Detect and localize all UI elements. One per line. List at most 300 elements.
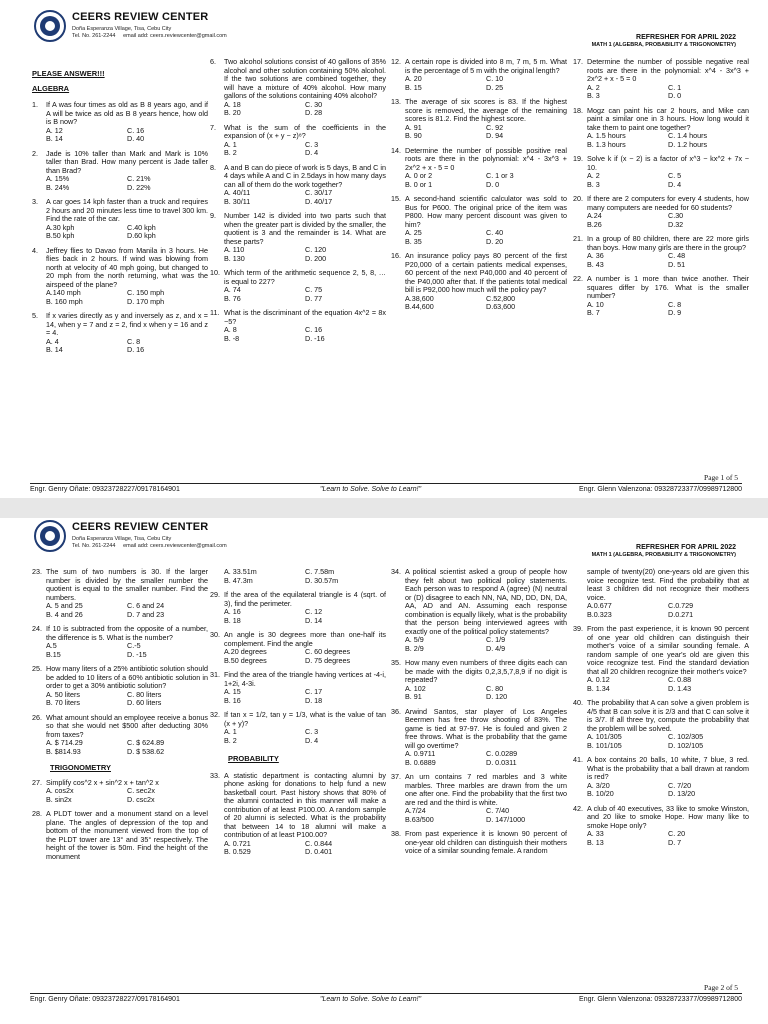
option: C.30 bbox=[668, 211, 684, 220]
answer-options bbox=[210, 326, 386, 343]
question-item bbox=[32, 779, 208, 805]
footer-left: Engr. Genry Oñate: 09323728227/09178164901 bbox=[30, 486, 180, 493]
option: A. 4 bbox=[46, 336, 59, 346]
option: A.30 kph bbox=[46, 222, 75, 232]
answer-options bbox=[210, 728, 386, 745]
footer-left: Engr. Genry Oñate: 09323728227/09178164901 bbox=[30, 996, 180, 1003]
option: C. 7/40 bbox=[486, 806, 510, 815]
question-text bbox=[391, 659, 567, 685]
column-4 bbox=[573, 58, 749, 324]
column-3 bbox=[391, 58, 567, 318]
question-text bbox=[32, 714, 208, 740]
option: C. 6 and 24 bbox=[127, 601, 165, 610]
option: B. -8 bbox=[224, 333, 240, 343]
question-item bbox=[32, 247, 208, 307]
question-text bbox=[210, 631, 386, 648]
question-number: 39. bbox=[573, 624, 583, 633]
org-address: Doña Esperanza Village, Tisa, Cebu City bbox=[72, 536, 172, 542]
answer-options bbox=[210, 688, 386, 705]
footer-rule bbox=[30, 483, 742, 484]
option: B. 2 bbox=[224, 148, 237, 157]
section-algebra: ALGEBRA bbox=[32, 83, 70, 93]
option: D. 22% bbox=[127, 182, 151, 192]
option: D. 7 and 23 bbox=[127, 609, 165, 619]
option: D. 4 bbox=[305, 148, 319, 157]
answer-options bbox=[391, 295, 567, 312]
option: C. 5 bbox=[668, 171, 682, 180]
option: A.7/24 bbox=[405, 806, 426, 815]
option: A.38,600 bbox=[405, 293, 434, 303]
org-tel: Tel. No. 261-2244 bbox=[72, 543, 116, 549]
footer-motto: "Learn to Solve. Solve to Learn!" bbox=[320, 996, 422, 1003]
answer-options bbox=[391, 636, 567, 653]
question-number: 37. bbox=[391, 772, 401, 781]
question-number: 9. bbox=[210, 211, 216, 220]
option: A. 2 bbox=[587, 171, 600, 180]
column-2 bbox=[210, 568, 386, 863]
option: B.15 bbox=[46, 649, 61, 659]
question-item bbox=[573, 58, 749, 101]
option: D. 1.43 bbox=[668, 683, 692, 693]
question-number: 16. bbox=[391, 251, 401, 260]
option: D. 60 liters bbox=[127, 698, 162, 707]
question-item bbox=[391, 773, 567, 824]
option: D. 170 mph bbox=[127, 296, 165, 306]
question-text bbox=[391, 568, 567, 636]
option: D.63,600 bbox=[486, 302, 516, 311]
question-number: 12. bbox=[391, 57, 401, 66]
option: B. 35 bbox=[405, 236, 422, 246]
option: A. 0.9711 bbox=[405, 749, 436, 758]
question-item bbox=[573, 699, 749, 750]
option: D. -16 bbox=[305, 333, 325, 343]
question-body: From the past experience, it is known 90 percent of one year old children can distinguish their mother's voice of a similar sounding female. A random sample of one year's old are given this voice recognize test. Find the standard deviation that all 20 children recognize their mother's voice? bbox=[587, 624, 749, 676]
option: C. $ 624.89 bbox=[127, 738, 165, 747]
question-body: What amount should an employee receive a bonus so that she would net $500 after deducting 30% from taxes? bbox=[46, 712, 208, 739]
option: B.0.323 bbox=[587, 609, 612, 619]
answer-options bbox=[210, 840, 386, 857]
option: A. 10 bbox=[587, 299, 604, 309]
option: C. 3 bbox=[305, 727, 319, 736]
question-item bbox=[210, 269, 386, 303]
option: C. 21% bbox=[127, 174, 151, 183]
option: B.63/500 bbox=[405, 814, 434, 824]
option: C. 30 bbox=[305, 99, 323, 109]
question-number: 33. bbox=[210, 770, 220, 780]
option: C. 1 or 3 bbox=[486, 171, 514, 180]
option: D. 40 bbox=[127, 134, 145, 143]
question-number: 29. bbox=[210, 590, 220, 599]
answer-options bbox=[573, 132, 749, 149]
option: B. 70 liters bbox=[46, 698, 80, 707]
option: D. 0.0311 bbox=[486, 757, 517, 767]
question-text bbox=[573, 58, 749, 84]
option: A.20 degrees bbox=[224, 647, 267, 656]
question-number: 42. bbox=[573, 803, 583, 813]
column-1 bbox=[32, 568, 208, 867]
question-number: 6. bbox=[210, 57, 216, 66]
answer-options bbox=[210, 608, 386, 625]
question-body: A box contains 20 balls, 10 white, 7 blue, 3 red. What is the probability that a ball drawn at random is red? bbox=[587, 755, 749, 781]
please-answer-heading: PLEASE ANSWER!!! bbox=[32, 69, 105, 78]
answer-options bbox=[32, 175, 208, 192]
question-text bbox=[32, 198, 208, 224]
question-item bbox=[391, 98, 567, 141]
option: C. 10 bbox=[486, 74, 504, 83]
option: D. 16 bbox=[127, 345, 145, 354]
question-number: 20. bbox=[573, 194, 583, 203]
question-text bbox=[573, 195, 749, 212]
question-item bbox=[32, 150, 208, 193]
question-body: Two alcohol solutions consist of 40 gallons of 35% alcohol and other solution containing 50% alcohol. If the two solutions are combined together, they will have a mixture of 40% alcohol. How many gallons of the solutions containing 40% alcohol? bbox=[224, 57, 386, 100]
question-item bbox=[391, 830, 567, 856]
option: C. 3 bbox=[305, 139, 319, 149]
option: D. 14 bbox=[305, 615, 323, 625]
section-probability: PROBABILITY bbox=[228, 754, 279, 763]
question-item bbox=[573, 625, 749, 693]
option: A. $ 714.29 bbox=[46, 738, 83, 747]
option: B. 3 bbox=[587, 179, 600, 189]
option: C. 16 bbox=[305, 325, 323, 334]
option: B. 47.3m bbox=[224, 575, 253, 585]
section-trigonometry: TRIGONOMETRY bbox=[50, 763, 111, 772]
option: A. 1.5 hours bbox=[587, 131, 626, 140]
page-header bbox=[30, 8, 742, 52]
question-item bbox=[573, 155, 749, 189]
option: B. 4 and 26 bbox=[46, 609, 83, 619]
option: D. 18 bbox=[305, 695, 323, 705]
option: B. 1.34 bbox=[587, 683, 610, 693]
question-text bbox=[210, 212, 386, 246]
option: D. 200 bbox=[305, 253, 327, 263]
org-name: CEERS REVIEW CENTER bbox=[72, 11, 209, 23]
question-body: Determine the number of possible positive real roots are there in the polynomial: x^4 - 3x^3 + 2x^2 + x - 5 = 0 bbox=[405, 145, 567, 172]
option: B. 130 bbox=[224, 253, 245, 263]
option: C. 30/17 bbox=[305, 188, 333, 197]
question-body: A certain rope is divided into 8 m, 7 m, 5 m. What is the percentage of 5 m with the original length? bbox=[405, 57, 567, 75]
option: B.50 degrees bbox=[224, 655, 267, 665]
answer-options bbox=[573, 782, 749, 799]
option: A. 20 bbox=[405, 74, 422, 83]
question-item bbox=[32, 665, 208, 708]
question-number: 26. bbox=[32, 712, 42, 722]
question-number: 5. bbox=[32, 311, 38, 320]
question-body: What is the discriminant of the equation 4x^2 = 8x −5? bbox=[224, 308, 386, 326]
question-body: A and B can do piece of work is 5 days, B and C in 4 days while A and C in 2.5days in how many days can all of them do the work together? bbox=[224, 162, 386, 189]
question-body: What is the sum of the coefficients in the expansion of (x + y − z)⁸? bbox=[224, 122, 386, 140]
question-text bbox=[32, 810, 208, 861]
option: D. 30.57m bbox=[305, 575, 339, 585]
option: A. 0 or 2 bbox=[405, 171, 433, 180]
option: A. 40/11 bbox=[224, 188, 251, 197]
question-38-continued bbox=[573, 568, 749, 619]
option: A. 3/20 bbox=[587, 780, 610, 790]
question-body: A political scientist asked a group of people how they felt about two political policy statements. Each person was to respond A (agree) (N) neutral or (D) disagree to each NN, NA, ND, DD, DN, DA, AA, AD and AN. Assuming each response combination is equally likely, what is the probability that the person being interviewed agrees with exactly one of the political policy statements? bbox=[405, 567, 567, 636]
option: C. 0.88 bbox=[668, 675, 692, 684]
ceers-seal-logo bbox=[34, 520, 66, 552]
question-number: 35. bbox=[391, 658, 401, 667]
answer-options bbox=[32, 787, 208, 804]
question-body: If tan x = 1/2, tan y = 1/3, what is the value of tan (x + y)? bbox=[224, 710, 386, 728]
question-body: A PLDT tower and a monument stand on a level plane. The angles of depression of the top and bottom of the monument viewed from the top of the PLDT tower are 13° and 35° respectively. The height of the tower is 50m. Find the height of the monument bbox=[46, 809, 208, 861]
option: C. 40 bbox=[486, 228, 504, 237]
option: A.5 bbox=[46, 641, 57, 650]
question-text bbox=[32, 150, 208, 176]
page-header bbox=[30, 518, 742, 562]
page-number: Page 2 of 5 bbox=[704, 983, 738, 992]
question-item bbox=[573, 107, 749, 150]
answer-options bbox=[32, 739, 208, 756]
option: B. 1.3 hours bbox=[587, 139, 626, 149]
answer-options bbox=[210, 286, 386, 303]
option: B. 2/9 bbox=[405, 643, 424, 653]
option: D.0.271 bbox=[668, 609, 694, 619]
question-number: 17. bbox=[573, 57, 583, 66]
question-text bbox=[573, 155, 749, 172]
option: C. 7.58m bbox=[305, 567, 335, 576]
question-list bbox=[210, 772, 386, 857]
option: B. 43 bbox=[587, 259, 604, 269]
option: D. 4 bbox=[668, 179, 682, 189]
option: D. 13/20 bbox=[668, 789, 696, 798]
option: B. 0.6889 bbox=[405, 757, 436, 767]
answer-options bbox=[573, 84, 749, 101]
answer-options bbox=[391, 172, 567, 189]
footer-right: Engr. Glenn Valenzona: 09328723377/09989712800 bbox=[579, 486, 742, 493]
question-body: In a group of 80 children, there are 22 more girls than boys. How many girls are there in the group? bbox=[587, 234, 749, 252]
question-number: 22. bbox=[573, 274, 583, 283]
question-text bbox=[573, 625, 749, 676]
option: A.24 bbox=[587, 211, 602, 220]
option: C. 0.0289 bbox=[486, 749, 518, 758]
option: A. 101/305 bbox=[587, 732, 622, 741]
option: D. 7 bbox=[668, 837, 682, 847]
question-body: Solve k if (x − 2) is a factor of x^3 − kx^2 + 7x − 10. bbox=[587, 154, 749, 172]
question-text bbox=[210, 269, 386, 286]
question-text bbox=[32, 312, 208, 338]
question-number: 14. bbox=[391, 145, 401, 155]
question-number: 41. bbox=[573, 755, 583, 764]
option: A. 1 bbox=[224, 727, 237, 736]
exam-subtitle: MATH 1 (ALGEBRA, PROBABILITY & TRIGONOMETRY) bbox=[591, 552, 736, 558]
question-text bbox=[391, 195, 567, 229]
question-body: A car goes 14 kph faster than a truck and requires 2 hours and 20 minutes less time to travel 300 km. Find the rate of the car. bbox=[46, 197, 208, 223]
question-item bbox=[573, 756, 749, 799]
option: A. 15% bbox=[46, 174, 70, 183]
option: D. 120 bbox=[486, 692, 508, 701]
option: A. 102 bbox=[405, 683, 426, 693]
option: C. 17 bbox=[305, 687, 323, 696]
option: A. 5 and 25 bbox=[46, 601, 83, 610]
option: D. 77 bbox=[305, 293, 323, 303]
question-body: An angle is 30 degrees more than one-half its complement. Find the angle bbox=[224, 630, 386, 648]
question-number: 7. bbox=[210, 122, 216, 132]
option: B.50 kph bbox=[46, 231, 75, 240]
option: B.26 bbox=[587, 219, 602, 229]
option: D. 51 bbox=[668, 259, 686, 269]
option: B. $814.93 bbox=[46, 746, 81, 756]
question-list bbox=[32, 101, 208, 355]
answer-options bbox=[573, 830, 749, 847]
document-page-2 bbox=[0, 518, 768, 1008]
option: D. 9 bbox=[668, 308, 682, 317]
option: C. 8 bbox=[668, 299, 682, 309]
question-number: 1. bbox=[32, 100, 38, 109]
question-text bbox=[210, 671, 386, 688]
question-body: The sum of two numbers is 30. If the larger number is divided by the smaller number the quotient is equal to the smaller number. Find the numbers. bbox=[46, 567, 208, 602]
option: A. 110 bbox=[224, 245, 245, 254]
option: C. 1.4 hours bbox=[668, 131, 708, 140]
question-item bbox=[210, 58, 386, 118]
question-body: Number 142 is divided into two parts such that when the greater part is divided by the smaller, the quotient is 3 and the remainder is 14. What are these parts? bbox=[224, 211, 386, 246]
question-body: From past experience it is known 90 percent of one-year old children can distinguish their mothers voice of a similar sounding female. A random bbox=[405, 829, 567, 855]
option: C. 20 bbox=[668, 829, 686, 838]
option: B. 91 bbox=[405, 692, 422, 701]
question-text bbox=[32, 101, 208, 127]
option: B. 18 bbox=[224, 615, 241, 625]
option: C. 92 bbox=[486, 122, 504, 132]
ceers-seal-logo bbox=[34, 10, 66, 42]
question-body: If 10 is subtracted from the opposite of a number, the difference is 5. What is the number? bbox=[46, 624, 208, 642]
question-item bbox=[573, 275, 749, 318]
question-text bbox=[210, 58, 386, 101]
question-number: 36. bbox=[391, 706, 401, 716]
answer-options bbox=[32, 224, 208, 241]
option: A. 1 bbox=[224, 139, 237, 149]
question-number: 30. bbox=[210, 630, 220, 639]
question-number: 3. bbox=[32, 197, 38, 206]
option: B. 14 bbox=[46, 134, 63, 143]
question-number: 31. bbox=[210, 670, 220, 679]
answer-options bbox=[32, 338, 208, 355]
question-text bbox=[573, 699, 749, 733]
option: C. 120 bbox=[305, 245, 327, 254]
question-body: How many liters of a 25% antibiotic solution should be added to 10 liters of a 60% antibiotic solution in order to get a 30% antibiotic solution? bbox=[46, 664, 208, 690]
option: A. cos2x bbox=[46, 786, 74, 795]
answer-options bbox=[210, 246, 386, 263]
option: B. sin2x bbox=[46, 794, 72, 804]
question-body: A number is 1 more than twice another. Their squares differ by 176. What is the smaller number? bbox=[587, 274, 749, 300]
page-number: Page 1 of 5 bbox=[704, 473, 738, 482]
answer-options bbox=[391, 75, 567, 92]
question-body: A club of 40 executives, 33 like to smoke Winston, and 20 like to smoke Hope. How many like to smoke Hope only? bbox=[587, 803, 749, 830]
question-body: If there are 2 computers for every 4 students, how many computers are needed for 60 students? bbox=[587, 194, 749, 212]
option: A. 15 bbox=[224, 687, 241, 696]
option: C. 80 liters bbox=[127, 689, 162, 699]
question-text bbox=[210, 124, 386, 141]
question-item bbox=[210, 309, 386, 343]
question-body: Arwind Santos, star player of Los Angeles Beermen has free throw shooting of 83%. The game is tied at 97-97. He is fouled and given 2 free throws. What is the probability that the game will go overtime? bbox=[405, 706, 567, 750]
question-text bbox=[573, 756, 749, 782]
question-text bbox=[391, 830, 567, 856]
question-body: The average of six scores is 83. If the highest score is removed, the average of the remaining scores is 81.2. Find the highest score. bbox=[405, 97, 567, 123]
page-footer bbox=[30, 996, 742, 1008]
question-text bbox=[391, 58, 567, 75]
question-item bbox=[210, 772, 386, 857]
option: D. 0.401 bbox=[305, 847, 333, 856]
footer-right: Engr. Glenn Valenzona: 09328723377/09989712800 bbox=[579, 996, 742, 1003]
option: C.52,800 bbox=[486, 293, 516, 303]
option: A. 91 bbox=[405, 122, 422, 132]
option: A. 36 bbox=[587, 251, 604, 260]
question-item bbox=[210, 591, 386, 625]
question-item bbox=[32, 568, 208, 619]
option: A. 8 bbox=[224, 325, 237, 334]
option: C. 75 bbox=[305, 285, 323, 294]
option: A. 0.12 bbox=[587, 675, 610, 684]
option: D. -15 bbox=[127, 649, 147, 659]
option: C. 48 bbox=[668, 251, 686, 260]
option: C. 8 bbox=[127, 336, 141, 346]
answer-options bbox=[573, 733, 749, 750]
option: A. 2 bbox=[587, 82, 600, 92]
question-item bbox=[391, 58, 567, 92]
question-item bbox=[391, 659, 567, 702]
question-number: 13. bbox=[391, 97, 401, 106]
org-email: email add: ceers.reviewcenter@gmail.com bbox=[123, 543, 227, 549]
question-number: 25. bbox=[32, 664, 42, 673]
option: D. 20 bbox=[486, 236, 504, 246]
answer-options bbox=[210, 101, 386, 118]
column-4 bbox=[573, 568, 749, 853]
answer-options bbox=[32, 289, 208, 306]
option: D. csc2x bbox=[127, 794, 155, 804]
answer-options bbox=[210, 568, 386, 585]
option: B. 7 bbox=[587, 308, 600, 317]
option: B. 13 bbox=[587, 837, 604, 847]
answer-options bbox=[32, 691, 208, 708]
org-tel: Tel. No. 261-2244 bbox=[72, 33, 116, 39]
question-number: 32. bbox=[210, 710, 220, 719]
question-text bbox=[391, 773, 567, 807]
question-text bbox=[210, 772, 386, 840]
question-text bbox=[391, 98, 567, 124]
option: B. 16 bbox=[224, 695, 241, 705]
question-item bbox=[210, 212, 386, 263]
answer-options bbox=[32, 127, 208, 144]
question-item bbox=[210, 164, 386, 207]
answer-options bbox=[210, 189, 386, 206]
question-text bbox=[210, 164, 386, 190]
option: B. 160 mph bbox=[46, 296, 83, 306]
option: B. 14 bbox=[46, 345, 63, 354]
question-body: Determine the number of possible negative real roots are there in the polynomial: x^4 - 3x^3 + 2x^2 + x - 5 = 0 bbox=[587, 57, 749, 83]
option: D. 25 bbox=[486, 82, 504, 92]
option: A. 33.51m bbox=[224, 567, 257, 576]
question-number: 21. bbox=[573, 234, 583, 243]
question-item bbox=[391, 147, 567, 190]
question-text bbox=[391, 252, 567, 295]
page-footer bbox=[30, 486, 742, 498]
option: A. 33 bbox=[587, 829, 604, 838]
question-body: A statistic department is contacting alumni by phone asking for donations to help fund a new basketball court. Past history shows that 80% of the alumni contacted in this manner will make a contribution of at least P100.00. A random sample of 20 alumni is selected. What is the probability that between 14 to 18 alumni will make a contribution of at least P100.00? bbox=[224, 770, 386, 839]
option: C. 7/20 bbox=[668, 780, 692, 790]
question-list bbox=[210, 591, 386, 745]
option: B. 90 bbox=[405, 131, 422, 140]
exam-title: REFRESHER FOR APRIL 2022 bbox=[636, 34, 736, 41]
exam-subtitle: MATH 1 (ALGEBRA, PROBABILITY & TRIGONOMETRY) bbox=[591, 42, 736, 48]
document-page-1 bbox=[0, 8, 768, 498]
question-item bbox=[573, 805, 749, 848]
option: D. 4 bbox=[305, 735, 319, 745]
option: D. 1.2 hours bbox=[668, 139, 708, 149]
option: D. 28 bbox=[305, 108, 323, 117]
question-item bbox=[210, 124, 386, 158]
column-2 bbox=[210, 58, 386, 349]
option: B. 2 bbox=[224, 735, 237, 745]
option: A. 16 bbox=[224, 607, 241, 616]
question-number bbox=[573, 568, 587, 602]
